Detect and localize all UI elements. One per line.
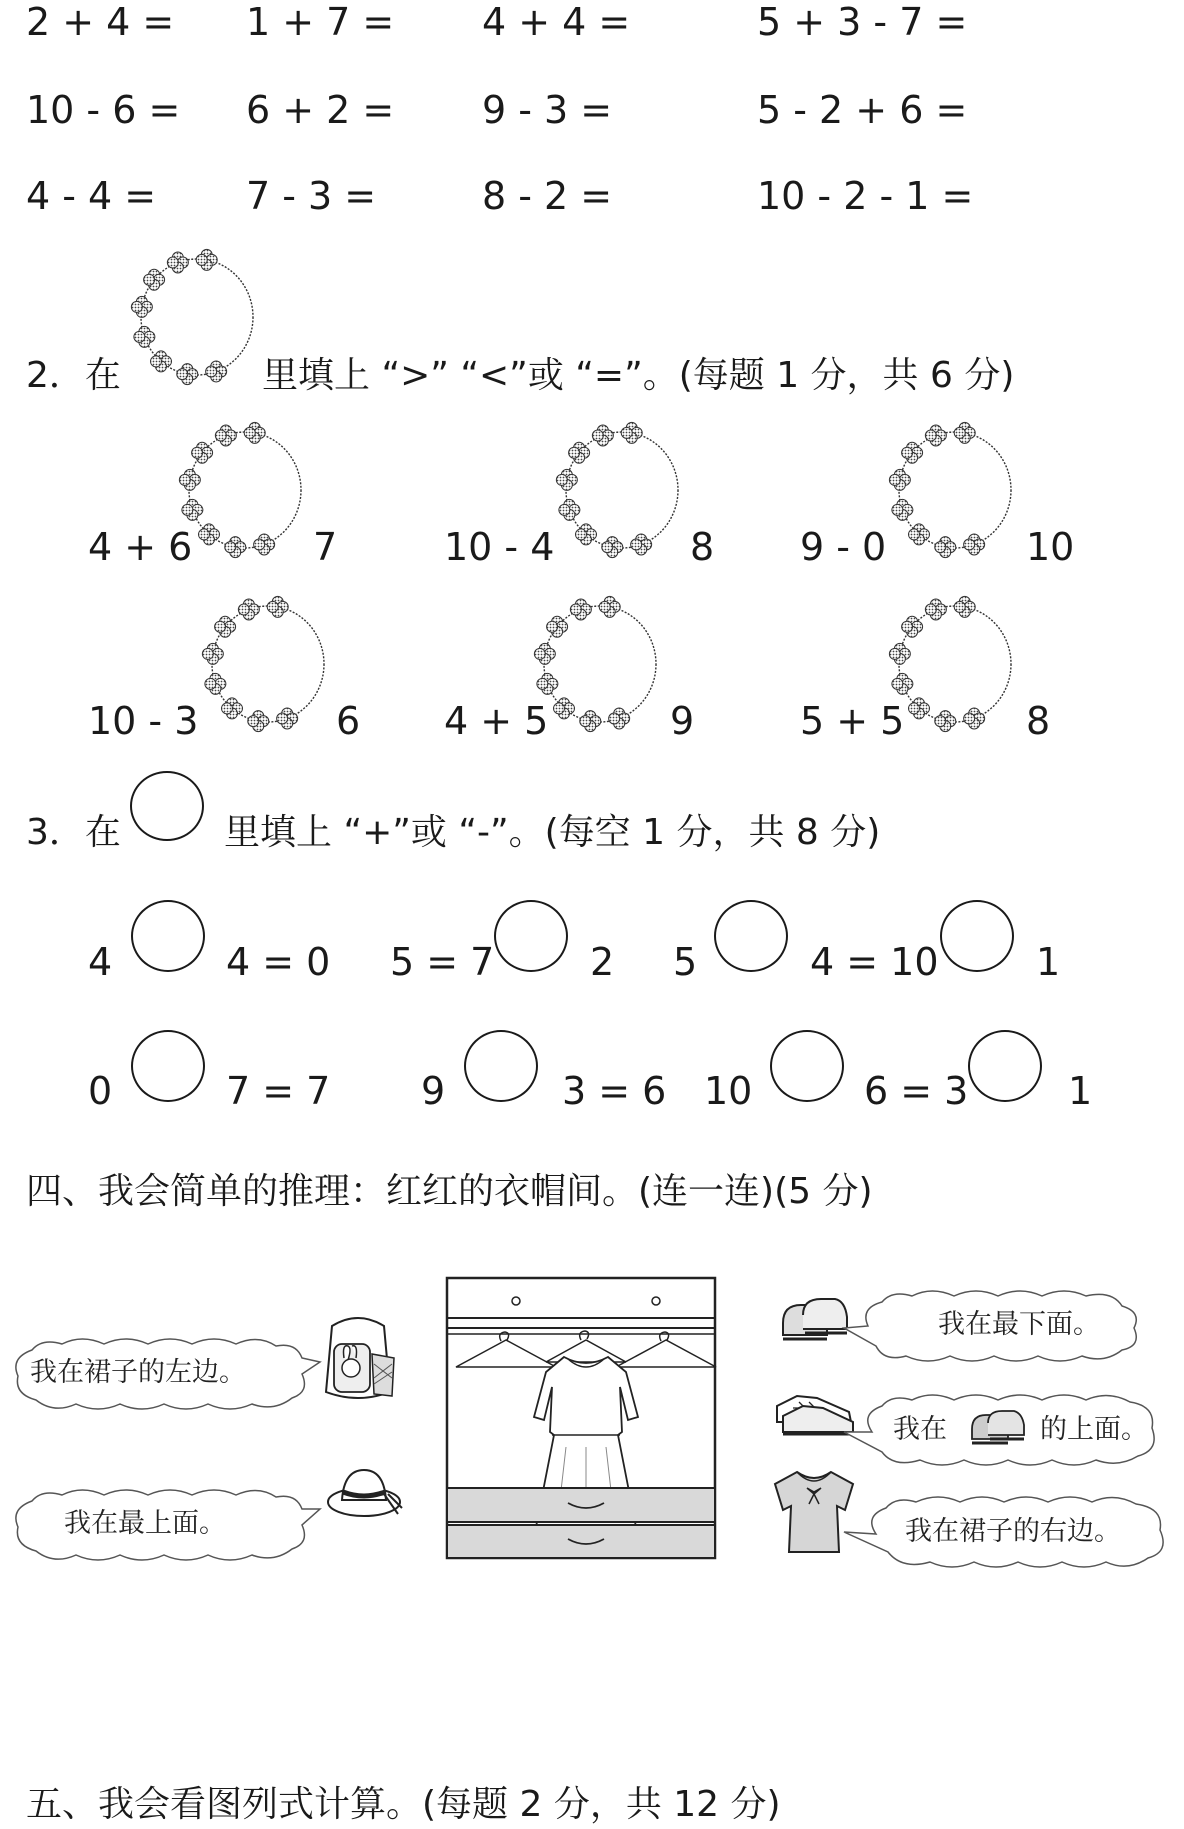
wreath-answer-box[interactable] (883, 602, 1018, 732)
operator-answer-box[interactable] (131, 1030, 205, 1102)
bubble-sneakers-text-1: 我在 (893, 1414, 947, 1445)
wreath-svg (125, 255, 260, 385)
q3-prefix: 3．在 (26, 812, 121, 853)
wreath-flower (556, 469, 577, 490)
wreath-flower (131, 296, 152, 317)
equation: 1 + 7 = (246, 0, 395, 44)
wreath-svg (550, 428, 685, 558)
wreath-answer-box[interactable] (196, 602, 331, 732)
wreath-flower (935, 711, 956, 732)
wreath-flower (609, 708, 630, 729)
wreath-flower (254, 534, 275, 555)
wreath-svg (528, 602, 663, 732)
equation: 4 - 4 = (26, 174, 157, 218)
wreath-flower (580, 711, 601, 732)
wreath-flower (909, 524, 930, 545)
compare-right: 8 (690, 525, 715, 569)
wreath-svg (883, 428, 1018, 558)
compare-left: 5 + 5 (800, 699, 905, 743)
operator-answer-box[interactable] (714, 900, 788, 972)
wreath-answer-box[interactable] (883, 428, 1018, 558)
q3-term: 1 (1068, 1069, 1093, 1113)
compare-right: 6 (336, 699, 361, 743)
wreath-flower (954, 596, 975, 617)
equation: 10 - 2 - 1 = (757, 174, 974, 218)
wreath-flower (570, 599, 591, 620)
equation: 6 + 2 = (246, 88, 395, 132)
wardrobe-illustration (446, 1277, 716, 1559)
wreath-flower (177, 364, 198, 385)
wreath-svg (196, 602, 331, 732)
operator-answer-box[interactable] (494, 900, 568, 972)
wreath-flower (225, 537, 246, 558)
compare-right: 8 (1026, 699, 1051, 743)
compare-right: 7 (313, 525, 338, 569)
wreath-flower (892, 673, 913, 694)
q3-term: 2 (590, 940, 615, 984)
equation: 5 - 2 + 6 = (757, 88, 968, 132)
wreath-flower (954, 422, 975, 443)
equation: 9 - 3 = (482, 88, 613, 132)
wreath-flower (244, 422, 265, 443)
compare-left: 9 - 0 (800, 525, 887, 569)
compare-left: 4 + 6 (88, 525, 193, 569)
wreath-flower (935, 537, 956, 558)
wreath-flower (889, 643, 910, 664)
bubble-hat-text: 我在最上面。 (64, 1508, 226, 1539)
bubble-shoes-text: 我在最下面。 (938, 1309, 1100, 1340)
wreath-answer-box[interactable] (173, 428, 308, 558)
q3-term: 10 (704, 1069, 753, 1113)
wreath-flower (215, 425, 236, 446)
hat-icon (324, 1464, 404, 1528)
q3-term: 7 = 7 (226, 1069, 331, 1113)
wreath-answer-box[interactable] (528, 602, 663, 732)
operator-answer-box[interactable] (131, 900, 205, 972)
section4-title: 四、我会简单的推理：红红的衣帽间。(连一连)(5 分) (26, 1171, 873, 1212)
wreath-flower (534, 643, 555, 664)
bubble-shirt-text: 我在裙子的右边。 (905, 1516, 1121, 1547)
wreath-flower (592, 425, 613, 446)
equation: 7 - 3 = (246, 174, 377, 218)
wreath-flower (631, 534, 652, 555)
q3-term: 4 (88, 940, 113, 984)
shoes-icon (779, 1293, 851, 1351)
q2-instruction: 里填上 “>” “<”或 “=”。(每题 1 分，共 6 分) (262, 355, 1015, 396)
q3-term: 3 = 6 (562, 1069, 667, 1113)
wreath-flower (602, 537, 623, 558)
operator-answer-box[interactable] (940, 900, 1014, 972)
wreath-svg (173, 428, 308, 558)
wreath-flower (537, 673, 558, 694)
wreath-flower (277, 708, 298, 729)
q3-term: 0 (88, 1069, 113, 1113)
wreath-flower (179, 469, 200, 490)
wreath-answer-box[interactable] (550, 428, 685, 558)
wreath-flower (925, 599, 946, 620)
wreath-flower (892, 499, 913, 520)
compare-right: 10 (1026, 525, 1075, 569)
backpack-icon (318, 1314, 398, 1404)
wreath-flower (202, 643, 223, 664)
equation: 8 - 2 = (482, 174, 613, 218)
bubble-backpack-text: 我在裙子的左边。 (30, 1357, 246, 1388)
wreath-flower (889, 469, 910, 490)
q3-term: 1 (1036, 940, 1061, 984)
circle-icon (130, 771, 204, 841)
wreath-flower (205, 673, 226, 694)
wreath-flower (196, 249, 217, 270)
compare-left: 10 - 4 (444, 525, 555, 569)
q3-term: 5 = 7 (390, 940, 495, 984)
wreath-flower (267, 596, 288, 617)
wreath-flower (909, 698, 930, 719)
wreath-flower (964, 708, 985, 729)
wreath-flower (238, 599, 259, 620)
wreath-flower (559, 499, 580, 520)
q3-term: 5 (673, 940, 698, 984)
q3-term: 4 = 10 (810, 940, 939, 984)
operator-answer-box[interactable] (464, 1030, 538, 1102)
equation: 5 + 3 - 7 = (757, 0, 968, 44)
wreath-flower (599, 596, 620, 617)
wreath-flower (222, 698, 243, 719)
equation: 10 - 6 = (26, 88, 181, 132)
compare-left: 4 + 5 (444, 699, 549, 743)
wreath-svg (883, 602, 1018, 732)
q3-term: 4 = 0 (226, 940, 331, 984)
q3-term: 6 = 3 (864, 1069, 969, 1113)
bubble-sneakers-text-2: 的上面。 (1040, 1414, 1148, 1445)
wreath-flower (576, 524, 597, 545)
wreath-flower (167, 252, 188, 273)
section5-title: 五、我会看图列式计算。(每题 2 分，共 12 分) (26, 1784, 781, 1825)
wreath-flower (248, 711, 269, 732)
shoes-icon (968, 1405, 1028, 1455)
wreath-flower (199, 524, 220, 545)
q3-instruction: 里填上 “+”或 “-”。(每空 1 分，共 8 分) (224, 812, 881, 853)
operator-answer-box[interactable] (770, 1030, 844, 1102)
q3-term: 9 (421, 1069, 446, 1113)
wreath-flower (554, 698, 575, 719)
wreath-flower (621, 422, 642, 443)
compare-left: 10 - 3 (88, 699, 199, 743)
wreath-icon (125, 255, 260, 385)
wreath-flower (964, 534, 985, 555)
compare-right: 9 (670, 699, 695, 743)
wreath-flower (134, 326, 155, 347)
wreath-flower (206, 361, 227, 382)
wreath-flower (925, 425, 946, 446)
equation: 4 + 4 = (482, 0, 631, 44)
wreath-flower (151, 351, 172, 372)
operator-answer-box[interactable] (968, 1030, 1042, 1102)
equation: 2 + 4 = (26, 0, 175, 44)
wreath-flower (182, 499, 203, 520)
q2-prefix: 2．在 (26, 355, 121, 396)
